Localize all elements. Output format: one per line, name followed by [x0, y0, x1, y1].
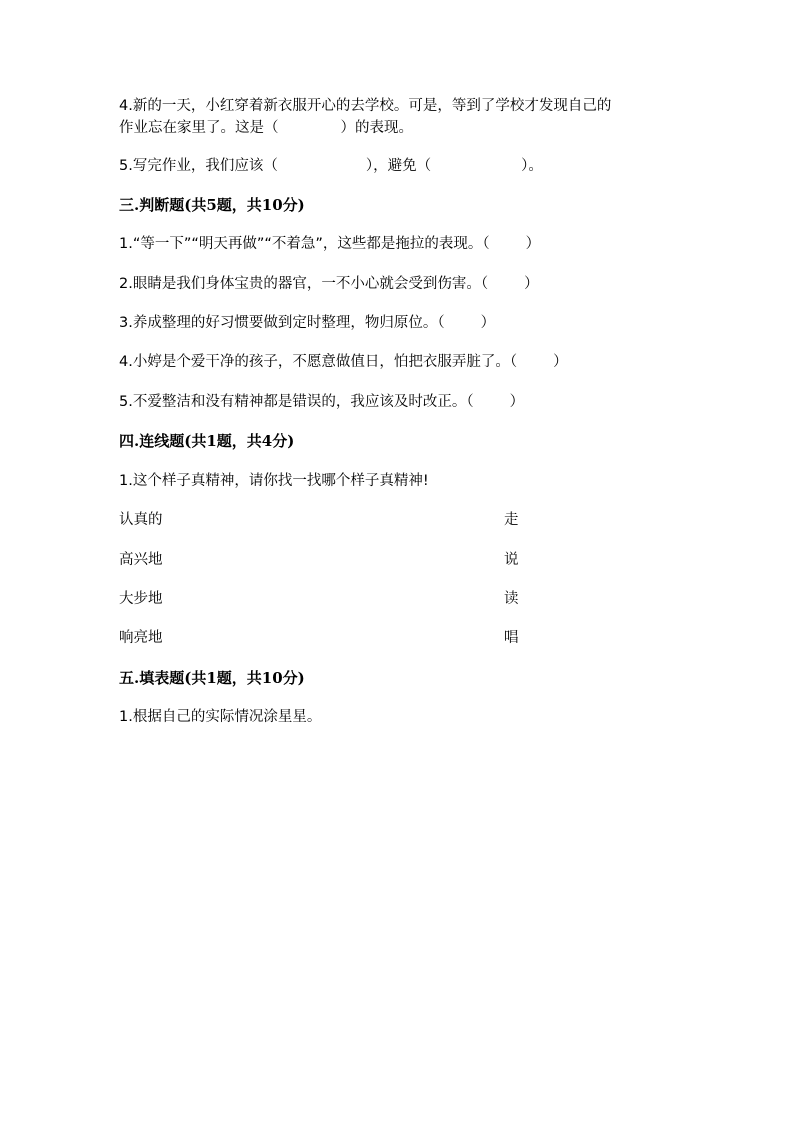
fill-question-4-text-line1: 4.新的一天，小红穿着新衣服开心的去学校。可是，等到了学校才发现自己的 — [119, 98, 612, 114]
table-fill-question: 1.根据自己的实际情况涂星星。 — [119, 709, 322, 725]
judge-question-text: 3.养成整理的好习惯要做到定时整理，物归原位。（ — [119, 315, 445, 331]
judge-question-close: ） — [524, 276, 539, 292]
matching-right-item[interactable]: 读 — [504, 591, 519, 607]
matching-right-item[interactable]: 走 — [504, 512, 519, 528]
fill-question-5-text-after: ）。 — [521, 158, 543, 174]
matching-left-item[interactable]: 认真的 — [119, 512, 163, 528]
matching-question: 1.这个样子真精神，请你找一找哪个样子真精神! — [119, 473, 429, 489]
fill-question-5 — [119, 156, 543, 176]
fill-question-4-line2 — [119, 118, 413, 138]
fill-question-5-text-before: 5.写完作业，我们应该（ — [119, 158, 278, 174]
fill-question-4-line1 — [119, 96, 611, 116]
judge-question-2 — [119, 274, 539, 294]
judge-question-text: 1.“等一下”“明天再做”“不着急”，这些都是拖拉的表现。（ — [119, 236, 490, 252]
judge-question-close: ） — [480, 315, 496, 331]
judge-question-close: ） — [509, 394, 525, 410]
judge-question-5 — [119, 392, 524, 412]
matching-left-item[interactable]: 高兴地 — [119, 552, 163, 568]
matching-left-item[interactable]: 响亮地 — [119, 630, 163, 646]
fill-question-5-text-middle: ），避免（ — [365, 158, 432, 174]
judge-question-4 — [119, 352, 568, 372]
judge-question-text: 5.不爱整洁和没有精神都是错误的，我应该及时改正。（ — [119, 394, 474, 410]
section-3-heading: 三.判断题(共5题，共10分) — [119, 196, 305, 214]
judge-question-close: ） — [553, 354, 568, 370]
judge-question-1 — [119, 234, 540, 254]
judge-question-close: ） — [525, 236, 541, 252]
fill-question-4-text-before: 作业忘在家里了。这是（ — [119, 120, 279, 136]
matching-left-item[interactable]: 大步地 — [119, 591, 163, 607]
judge-question-text: 2.眼睛是我们身体宝贵的器官，一不小心就会受到伤害。（ — [119, 276, 489, 292]
matching-right-item[interactable]: 唱 — [504, 630, 519, 646]
matching-right-item[interactable]: 说 — [504, 552, 519, 568]
judge-question-text: 4.小婷是个爱干净的孩子，不愿意做值日，怕把衣服弄脏了。（ — [119, 354, 518, 370]
section-4-heading: 四.连线题(共1题，共4分) — [119, 432, 295, 450]
judge-question-3 — [119, 313, 495, 333]
section-5-heading: 五.填表题(共1题，共10分) — [119, 669, 305, 687]
fill-question-4-text-after: ）的表现。 — [340, 120, 413, 136]
